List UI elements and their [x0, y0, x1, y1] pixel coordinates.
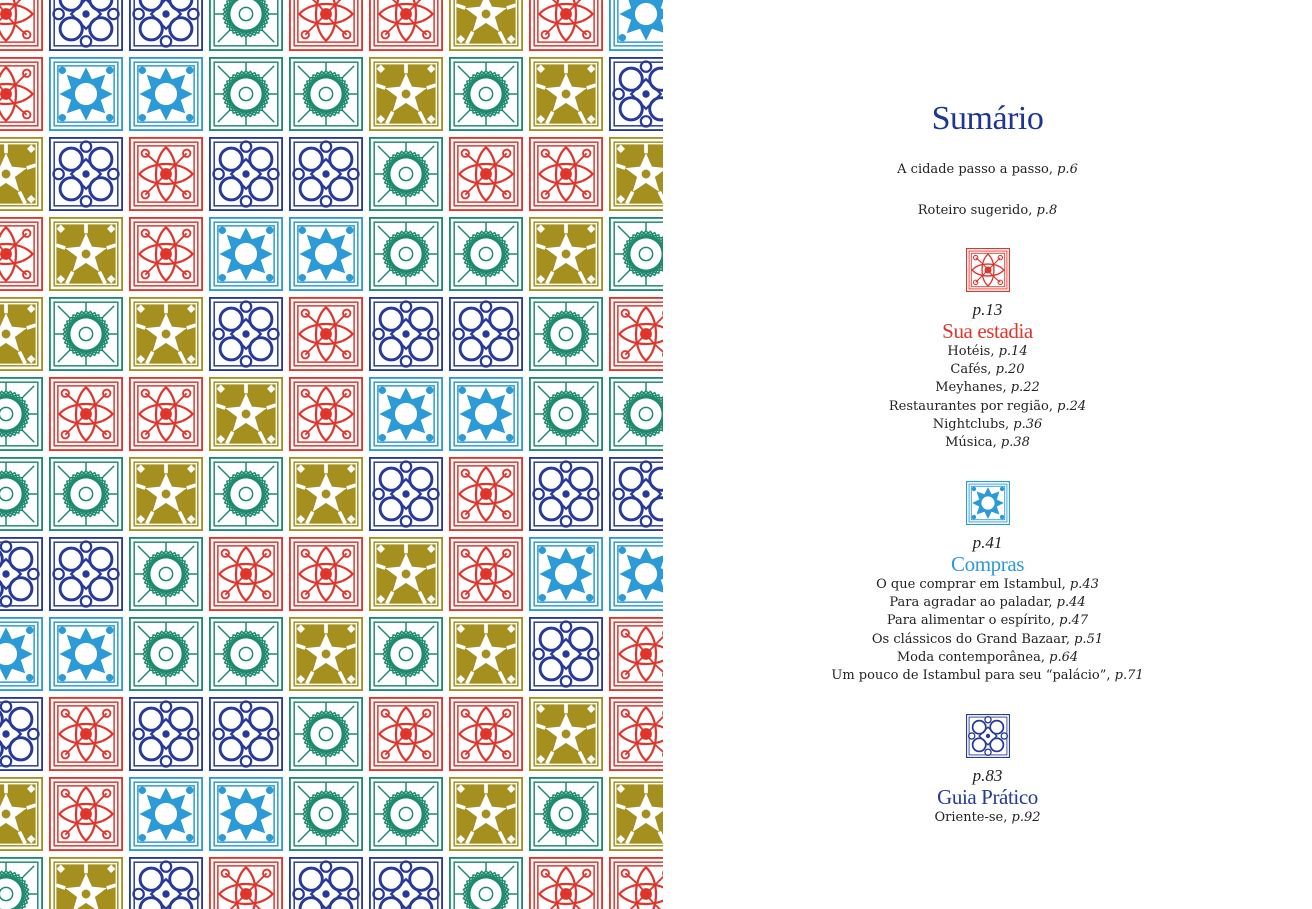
entry-page: p.8: [1036, 203, 1058, 218]
green-tile: [0, 857, 43, 909]
green-tile: [0, 457, 43, 531]
red-tile: [449, 457, 523, 531]
green-tile: [369, 617, 443, 691]
blue-tile: [529, 537, 603, 611]
red-tile: [529, 137, 603, 211]
red-tile: [49, 697, 123, 771]
navy-tile: [289, 857, 363, 909]
navy-tile: [209, 297, 283, 371]
red-tile: [129, 137, 203, 211]
red-tile: [49, 377, 123, 451]
red-tile: [449, 697, 523, 771]
olive-tile: [129, 297, 203, 371]
olive-tile: [289, 457, 363, 531]
navy-tile: [529, 457, 603, 531]
green-tile: [209, 457, 283, 531]
olive-tile: [529, 57, 603, 131]
green-tile: [529, 377, 603, 451]
blue-tile: [129, 777, 203, 851]
green-tile: [449, 57, 523, 131]
red-tile: [449, 137, 523, 211]
toc-entry[interactable]: Os clássicos do Grand Bazaar, p.51: [871, 631, 1104, 647]
section-title[interactable]: Sua estadia: [942, 319, 1033, 343]
navy-tile: [49, 137, 123, 211]
blue-tile: [449, 377, 523, 451]
olive-tile: [369, 537, 443, 611]
navy-tile: [129, 697, 203, 771]
blue-tile: [289, 217, 363, 291]
navy-tile: [289, 137, 363, 211]
olive-tile: [129, 457, 203, 531]
toc-intro-entry[interactable]: [663, 162, 1312, 177]
olive-tile: [529, 217, 603, 291]
section-entries: [663, 343, 1312, 452]
olive-tile: [49, 857, 123, 909]
green-tile: [49, 297, 123, 371]
red-tile: [0, 217, 43, 291]
blue-tile: [129, 57, 203, 131]
section-page-number: p.13: [972, 300, 1003, 319]
navy-tile: [209, 697, 283, 771]
blue-tile: [609, 0, 663, 51]
green-tile: [369, 217, 443, 291]
toc-section-sua-estadia: [663, 248, 1312, 452]
toc-entry[interactable]: Cafés, p.20: [950, 362, 1025, 378]
navy-tile: [609, 57, 663, 131]
toc-entry[interactable]: Para agradar ao paladar, p.44: [889, 595, 1086, 611]
red-tile: [449, 537, 523, 611]
red-tile: [529, 857, 603, 909]
red-tile: [609, 617, 663, 691]
blue-tile: [49, 57, 123, 131]
olive-tile: [289, 617, 363, 691]
red-tile: [0, 57, 43, 131]
blue-tile: [49, 617, 123, 691]
toc-section-compras: [663, 481, 1312, 685]
section-page-number: p.41: [972, 533, 1003, 552]
toc-intro-entry[interactable]: [663, 203, 1312, 218]
olive-tile: [0, 777, 43, 851]
toc-entry[interactable]: Nightclubs, p.36: [932, 416, 1043, 432]
red-tile-icon: [966, 248, 1010, 292]
red-tile: [129, 217, 203, 291]
red-tile: [209, 537, 283, 611]
red-tile: [289, 297, 363, 371]
green-tile: [609, 217, 663, 291]
toc-entry[interactable]: Meyhanes, p.22: [935, 380, 1040, 396]
navy-tile: [369, 457, 443, 531]
toc-entry[interactable]: Música, p.38: [945, 435, 1030, 451]
olive-tile: [609, 777, 663, 851]
toc-entry[interactable]: Restaurantes por região, p.24: [888, 398, 1087, 414]
red-tile: [209, 857, 283, 909]
green-tile: [449, 217, 523, 291]
red-tile: [529, 0, 603, 51]
navy-tile: [129, 0, 203, 51]
green-tile: [529, 297, 603, 371]
red-tile: [289, 0, 363, 51]
olive-tile: [369, 57, 443, 131]
blue-tile: [0, 617, 43, 691]
green-tile: [0, 377, 43, 451]
blue-tile: [369, 377, 443, 451]
red-tile: [609, 857, 663, 909]
navy-tile-icon: [966, 714, 1010, 758]
red-tile: [289, 537, 363, 611]
green-tile: [449, 857, 523, 909]
green-tile: [289, 57, 363, 131]
green-tile: [289, 777, 363, 851]
toc-entry[interactable]: Moda contemporânea, p.64: [896, 649, 1079, 665]
olive-tile: [449, 777, 523, 851]
red-tile: [0, 0, 43, 51]
navy-tile: [609, 457, 663, 531]
green-tile: [49, 457, 123, 531]
green-tile: [289, 697, 363, 771]
red-tile: [609, 297, 663, 371]
green-tile: [209, 0, 283, 51]
entry-label: A cidade passo a passo,: [897, 162, 1058, 177]
red-tile: [49, 777, 123, 851]
olive-tile: [529, 697, 603, 771]
toc-entry[interactable]: Oriente-se, p.92: [934, 810, 1041, 825]
olive-tile: [0, 137, 43, 211]
navy-tile: [209, 137, 283, 211]
red-tile: [129, 377, 203, 451]
green-tile: [609, 377, 663, 451]
olive-tile: [449, 617, 523, 691]
navy-tile: [449, 297, 523, 371]
navy-tile: [0, 697, 43, 771]
olive-tile: [0, 297, 43, 371]
section-page-number: p.83: [972, 766, 1003, 785]
green-tile: [369, 137, 443, 211]
table-of-contents-page: [663, 0, 1312, 909]
entry-page: p.6: [1057, 162, 1078, 177]
navy-tile: [49, 0, 123, 51]
toc-title: Sumário: [931, 100, 1044, 137]
section-entries: [663, 809, 1312, 827]
toc-section-guia-pratico: [663, 714, 1312, 827]
toc-entry[interactable]: Hotéis, p.14: [947, 344, 1028, 359]
blue-tile: [209, 217, 283, 291]
section-entries: [663, 576, 1312, 685]
navy-tile: [0, 537, 43, 611]
olive-tile: [209, 377, 283, 451]
red-tile: [609, 697, 663, 771]
green-tile: [129, 537, 203, 611]
navy-tile: [529, 617, 603, 691]
olive-tile: [449, 0, 523, 51]
green-tile: [209, 57, 283, 131]
toc-entry[interactable]: Um pouco de Istambul para seu “palácio”, p.71: [831, 668, 1144, 684]
toc-entry[interactable]: O que comprar em Istambul, p.43: [876, 577, 1099, 592]
navy-tile: [369, 857, 443, 909]
green-tile: [529, 777, 603, 851]
toc-entry[interactable]: Para alimentar o espírito, p.47: [886, 613, 1089, 629]
navy-tile: [129, 857, 203, 909]
green-tile: [369, 777, 443, 851]
blue-tile-icon: [966, 481, 1010, 525]
section-title[interactable]: Compras: [950, 552, 1025, 576]
navy-tile: [49, 537, 123, 611]
olive-tile: [49, 217, 123, 291]
blue-tile: [609, 537, 663, 611]
red-tile: [289, 377, 363, 451]
blue-tile: [209, 777, 283, 851]
navy-tile: [369, 297, 443, 371]
olive-tile: [609, 137, 663, 211]
green-tile: [209, 617, 283, 691]
entry-label: Roteiro sugerido,: [917, 203, 1037, 218]
red-tile: [369, 697, 443, 771]
section-title[interactable]: Guia Prático: [937, 785, 1038, 809]
green-tile: [129, 617, 203, 691]
red-tile: [369, 0, 443, 51]
